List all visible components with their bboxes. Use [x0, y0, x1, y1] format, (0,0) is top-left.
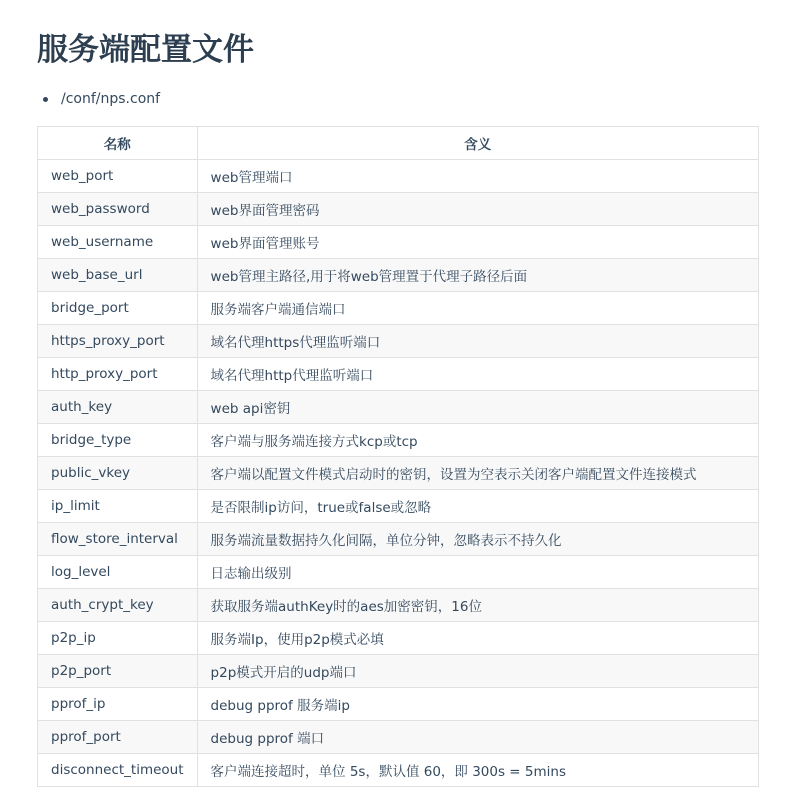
- param-meaning: 服务端客户端通信端口: [197, 292, 758, 325]
- param-meaning: web api密钥: [197, 391, 758, 424]
- param-name: pprof_ip: [38, 688, 198, 721]
- param-name: http_proxy_port: [38, 358, 198, 391]
- param-meaning: 服务端流量数据持久化间隔，单位分钟，忽略表示不持久化: [197, 523, 758, 556]
- table-row: [38, 655, 759, 688]
- table-row: [38, 424, 759, 457]
- param-name: log_level: [38, 556, 198, 589]
- header-meaning: 含义: [197, 127, 758, 160]
- table-header-row: [38, 127, 759, 160]
- param-name: https_proxy_port: [38, 325, 198, 358]
- table-row: [38, 688, 759, 721]
- param-name: web_password: [38, 193, 198, 226]
- param-name: p2p_ip: [38, 622, 198, 655]
- param-name: web_username: [38, 226, 198, 259]
- bullet-list: [37, 88, 160, 110]
- config-table: [37, 126, 759, 787]
- param-name: ip_limit: [38, 490, 198, 523]
- param-meaning: 获取服务端authKey时的aes加密密钥，16位: [197, 589, 758, 622]
- table-row: [38, 325, 759, 358]
- table-row: [38, 226, 759, 259]
- table-row: [38, 754, 759, 787]
- table-row: [38, 358, 759, 391]
- param-meaning: 日志输出级别: [197, 556, 758, 589]
- param-meaning: 服务端Ip，使用p2p模式必填: [197, 622, 758, 655]
- table-row: [38, 457, 759, 490]
- table-row: [38, 622, 759, 655]
- param-meaning: web管理主路径,用于将web管理置于代理子路径后面: [197, 259, 758, 292]
- param-name: auth_key: [38, 391, 198, 424]
- param-name: auth_crypt_key: [38, 589, 198, 622]
- bullet-dot-icon: [43, 97, 48, 102]
- param-meaning: web界面管理账号: [197, 226, 758, 259]
- table-row: [38, 391, 759, 424]
- param-meaning: web界面管理密码: [197, 193, 758, 226]
- param-meaning: debug pprof 服务端ip: [197, 688, 758, 721]
- table-row: [38, 160, 759, 193]
- param-meaning: 是否限制ip访问，true或false或忽略: [197, 490, 758, 523]
- table-row: [38, 259, 759, 292]
- param-name: p2p_port: [38, 655, 198, 688]
- table-row: [38, 556, 759, 589]
- param-meaning: p2p模式开启的udp端口: [197, 655, 758, 688]
- param-name: web_port: [38, 160, 198, 193]
- param-name: bridge_port: [38, 292, 198, 325]
- table-row: [38, 721, 759, 754]
- param-name: public_vkey: [38, 457, 198, 490]
- list-item: [37, 88, 160, 110]
- param-name: pprof_port: [38, 721, 198, 754]
- param-name: disconnect_timeout: [38, 754, 198, 787]
- param-meaning: 域名代理https代理监听端口: [197, 325, 758, 358]
- param-name: flow_store_interval: [38, 523, 198, 556]
- param-name: web_base_url: [38, 259, 198, 292]
- table-row: [38, 589, 759, 622]
- header-name: 名称: [38, 127, 198, 160]
- param-name: bridge_type: [38, 424, 198, 457]
- page-title: 服务端配置文件: [37, 32, 254, 68]
- table-row: [38, 292, 759, 325]
- table-row: [38, 193, 759, 226]
- param-meaning: 客户端连接超时，单位 5s，默认值 60，即 300s = 5mins: [197, 754, 758, 787]
- param-meaning: debug pprof 端口: [197, 721, 758, 754]
- param-meaning: 域名代理http代理监听端口: [197, 358, 758, 391]
- table-row: [38, 490, 759, 523]
- param-meaning: 客户端与服务端连接方式kcp或tcp: [197, 424, 758, 457]
- param-meaning: 客户端以配置文件模式启动时的密钥，设置为空表示关闭客户端配置文件连接模式: [197, 457, 758, 490]
- param-meaning: web管理端口: [197, 160, 758, 193]
- config-path: /conf/nps.conf: [61, 91, 161, 107]
- table-row: [38, 523, 759, 556]
